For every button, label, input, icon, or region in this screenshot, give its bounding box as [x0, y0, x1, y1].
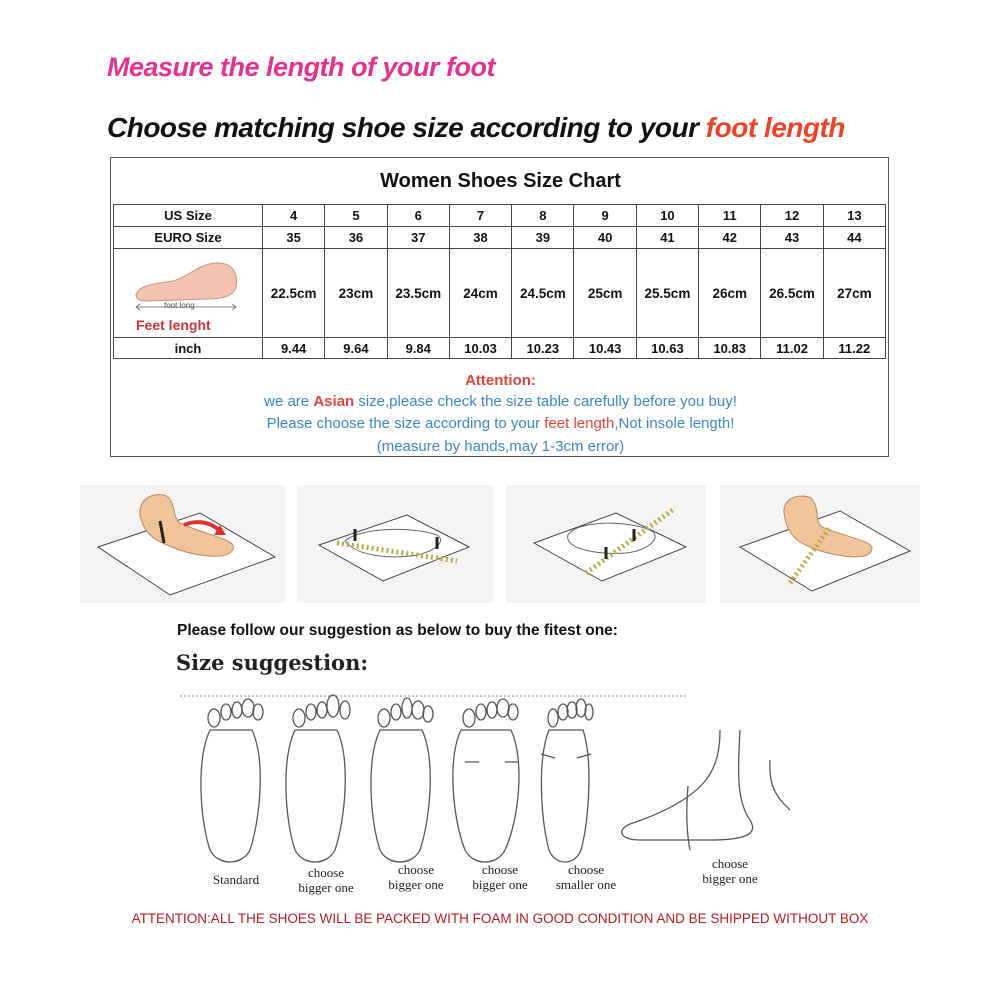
us-cell: 4	[263, 205, 325, 227]
attention-line-2	[111, 415, 890, 432]
inch-cell: 10.03	[449, 338, 511, 359]
inch-cell: 10.23	[512, 338, 574, 359]
standard-foot-icon	[201, 699, 263, 862]
caption-line: bigger one	[298, 880, 354, 895]
attention-text: we are	[264, 393, 314, 410]
euro-cell: 41	[636, 227, 698, 249]
inch-cell: 9.44	[263, 338, 325, 359]
inch-cell: 11.22	[823, 338, 885, 359]
cm-cell: 26cm	[699, 249, 761, 338]
foot-diagram-text: foot long	[164, 301, 195, 310]
inch-cell: 9.64	[325, 338, 387, 359]
euro-size-row	[114, 227, 886, 249]
us-cell: 5	[325, 205, 387, 227]
page-subtitle	[107, 112, 845, 144]
measure-photo-2	[297, 485, 493, 603]
inch-cell: 10.83	[699, 338, 761, 359]
caption-3	[374, 862, 458, 892]
high-instep-foot-icon	[622, 730, 790, 850]
caption-line: bigger one	[472, 877, 528, 892]
foot-ruler-icon	[720, 485, 920, 603]
cm-cell: 24.5cm	[512, 249, 574, 338]
size-table	[113, 204, 886, 359]
cm-cell: 25.5cm	[636, 249, 698, 338]
subtitle-highlight: foot length	[705, 112, 845, 143]
page-title: Measure the length of your foot	[107, 52, 496, 82]
caption-line: smaller one	[555, 877, 617, 892]
caption-line: choose	[397, 862, 435, 877]
us-cell: 7	[449, 205, 511, 227]
caption-standard	[196, 872, 276, 887]
inch-cell: 10.63	[636, 338, 698, 359]
euro-cell: 40	[574, 227, 636, 249]
asian-highlight: Asian	[313, 393, 355, 410]
inch-cell: 9.84	[387, 338, 449, 359]
cm-cell: 23cm	[325, 249, 387, 338]
euro-cell: 36	[325, 227, 387, 249]
attention-text: ,Not insole length!	[614, 415, 735, 432]
narrow-foot-icon	[541, 699, 593, 862]
euro-cell: 42	[699, 227, 761, 249]
cm-cell: 22.5cm	[263, 249, 325, 338]
inch-cell: 10.43	[574, 338, 636, 359]
us-cell: 13	[823, 205, 885, 227]
us-cell: 12	[761, 205, 823, 227]
us-cell: 9	[574, 205, 636, 227]
inch-label: inch	[114, 338, 263, 359]
inch-row	[114, 338, 886, 359]
attention-text: size,please check the size table carefully before you buy!	[354, 393, 737, 410]
caption-line: choose	[567, 862, 605, 877]
caption-line: choose	[481, 862, 519, 877]
size-chart-title: Women Shoes Size Chart	[380, 170, 621, 192]
footprint-ruler-icon	[297, 485, 493, 603]
caption-6	[686, 856, 774, 886]
feet-length-cell	[114, 249, 263, 338]
wide-foot-icon	[453, 699, 519, 862]
inch-cell: 11.02	[761, 338, 823, 359]
us-cell: 8	[512, 205, 574, 227]
feet-length-highlight: feet length	[544, 415, 615, 432]
cm-cell: 26.5cm	[761, 249, 823, 338]
caption-line: bigger one	[388, 877, 444, 892]
us-size-row	[114, 205, 886, 227]
euro-cell: 44	[823, 227, 885, 249]
caption-line: choose	[711, 856, 749, 871]
euro-cell: 43	[761, 227, 823, 249]
us-cell: 11	[699, 205, 761, 227]
caption-line: bigger one	[702, 871, 758, 886]
euro-cell: 39	[512, 227, 574, 249]
long-toe-foot-icon	[371, 698, 433, 862]
size-suggestion-title: Size suggestion:	[176, 650, 369, 675]
wide-toe-foot-icon	[286, 695, 350, 862]
us-cell: 10	[636, 205, 698, 227]
subtitle-text: Choose matching shoe size according to your	[107, 112, 706, 143]
cm-cell: 24cm	[449, 249, 511, 338]
attention-line-3: (measure by hands,may 1-3cm error)	[376, 438, 625, 455]
us-size-label: US Size	[114, 205, 263, 227]
size-chart	[110, 157, 889, 457]
euro-cell: 38	[449, 227, 511, 249]
euro-cell: 35	[263, 227, 325, 249]
attention-text: Please choose the size according to your	[266, 415, 545, 432]
euro-size-label: EURO Size	[114, 227, 263, 249]
us-cell: 6	[387, 205, 449, 227]
cm-cell: 27cm	[823, 249, 885, 338]
cm-cell: 23.5cm	[387, 249, 449, 338]
euro-cell: 37	[387, 227, 449, 249]
measure-photo-1	[80, 485, 285, 603]
caption-line: choose	[307, 865, 345, 880]
attention-title: Attention:	[465, 372, 536, 389]
follow-suggestion-text: Please follow our suggestion as below to buy the fitest one:	[177, 622, 618, 639]
caption-5	[542, 862, 630, 892]
caption-line: Standard	[212, 872, 260, 887]
shipping-notice: ATTENTION:ALL THE SHOES WILL BE PACKED WITH FOAM IN GOOD CONDITION AND BE SHIPPED WITHOUT BOX	[131, 911, 869, 926]
caption-2	[284, 865, 368, 895]
feet-length-label: Feet lenght	[136, 317, 211, 333]
cm-cell: 25cm	[574, 249, 636, 338]
width-ruler-icon	[506, 485, 706, 603]
measure-photo-4	[720, 485, 920, 603]
foot-on-paper-icon	[80, 485, 285, 603]
attention-line-1	[111, 393, 890, 410]
feet-length-row	[114, 249, 886, 338]
caption-4	[458, 862, 542, 892]
measure-photo-3	[506, 485, 706, 603]
